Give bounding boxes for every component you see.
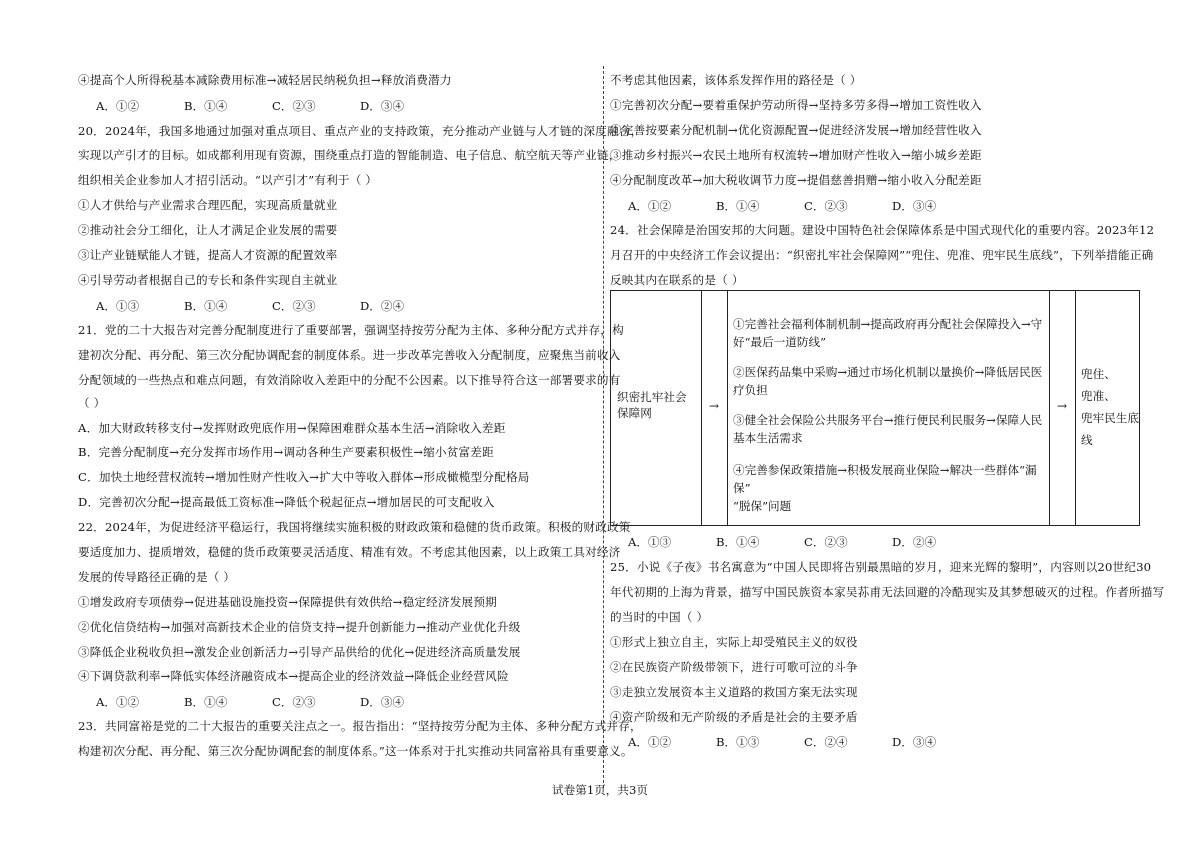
q21-stem-2: 建初次分配、再分配、第三次分配协调配套的制度体系。进一步改革完善收入分配制度，应聚焦当前收入 bbox=[78, 348, 621, 362]
q22-choices bbox=[96, 694, 448, 710]
q21-option-c: C．加快土地经营权流转→增加性财产性收入→扩大中等收入群体→形成橄榄型分配格局 bbox=[78, 470, 530, 484]
q25-option-4: ④资产阶级和无产阶级的矛盾是社会的主要矛盾 bbox=[610, 710, 858, 724]
choice-c: C．②③ bbox=[272, 299, 316, 313]
q20-option-3: ③让产业链赋能人才链，提高人才资源的配置效率 bbox=[78, 248, 338, 262]
flow-item-4: ④完善参保政策措施→积极发展商业保险→解决一些群体“漏保” “脱保”问题 bbox=[733, 463, 1037, 513]
q24-stem-3: 反映其内在联系的是（ ） bbox=[610, 273, 744, 287]
q25-choices bbox=[628, 734, 980, 750]
choice-b: B．①④ bbox=[184, 695, 228, 709]
choice-a: A．①② bbox=[96, 99, 140, 113]
flow-arrow-cell-2 bbox=[1049, 291, 1076, 525]
q20-option-1: ①人才供给与产业需求合理匹配，实现高质量就业 bbox=[78, 198, 338, 212]
q25-option-2: ②在民族资产阶级带领下，进行可歌可泣的斗争 bbox=[610, 660, 858, 674]
flow-items-cell bbox=[727, 291, 1050, 525]
q20-option-2: ②推动社会分工细化，让人才满足企业发展的需要 bbox=[78, 223, 338, 237]
q25-stem-1: 25．小说《子夜》书名寓意为“中国人民即将告别最黑暗的岁月，迎来光辉的黎明”，内容则以20世纪30 bbox=[610, 560, 1152, 574]
q20-option-4: ④引导劳动者根据自己的专长和条件实现自主就业 bbox=[78, 273, 338, 287]
choice-d: D．③④ bbox=[892, 735, 937, 749]
q21-option-d: D．完善初次分配→提高最低工资标准→降低个税起征点→增加居民的可支配收入 bbox=[78, 495, 495, 509]
q20-stem-2: 实现以产引才的目标。如成都利用现有资源，围绕重点打造的智能制造、电子信息、航空航天等产业链， bbox=[78, 148, 621, 162]
choice-c: C．②③ bbox=[272, 99, 316, 113]
q21-stem-4: （ ） bbox=[78, 396, 106, 410]
q21-option-b: B．完善分配制度→充分发挥市场作用→调动各种生产要素积极性→缩小贫富差距 bbox=[78, 445, 494, 459]
flow-left-cell bbox=[611, 291, 702, 525]
choice-a: A．①② bbox=[628, 735, 672, 749]
q21-stem-1: 21．党的二十大报告对完善分配制度进行了重要部署，强调坚持按劳分配为主体、多种分配方式并存，构 bbox=[78, 323, 624, 337]
q25-option-3: ③走独立发展资本主义道路的救国方案无法实现 bbox=[610, 685, 858, 699]
choice-c: C．②④ bbox=[804, 735, 848, 749]
q22-stem-2: 要适度加力、提质增效，稳健的货币政策要灵活适度、精准有效。不考虑其他因素，以上政策工具对经济 bbox=[78, 545, 621, 559]
q22-stem-3: 发展的传导路径正确的是（ ） bbox=[78, 570, 236, 584]
page-footer: 试卷第1页，共3页 bbox=[552, 783, 648, 797]
q23-option-4: ④分配制度改革→加大税收调节力度→提倡慈善捐赠→缩小收入分配差距 bbox=[610, 173, 982, 187]
q24-flow-table bbox=[610, 290, 1140, 526]
choice-d: D．③④ bbox=[892, 199, 937, 213]
q21-stem-3: 分配领域的一些热点和难点问题，有效消除收入差距中的分配不公因素。以下推导符合这一部署要求的有 bbox=[78, 373, 621, 387]
choice-b: B．①③ bbox=[716, 735, 760, 749]
flow-item-3: ③健全社会保险公共服务平台→推行便民利民服务→保障人民 基本生活需求 bbox=[733, 413, 1043, 445]
choice-b: B．①④ bbox=[716, 535, 760, 549]
q22-option-3: ③降低企业税收负担→激发企业创新活力→引导产品供给的优化→促进经济高质量发展 bbox=[78, 645, 521, 659]
q23-option-3: ③推动乡村振兴→农民土地所有权流转→增加财产性收入→缩小城乡差距 bbox=[610, 148, 982, 162]
choice-c: C．②③ bbox=[804, 535, 848, 549]
q23-option-1: ①完善初次分配→要着重保护劳动所得→坚持多劳多得→增加工资性收入 bbox=[610, 98, 982, 112]
flow-left-label: 织密扎牢社会保障网 bbox=[617, 390, 687, 420]
arrow-icon: → bbox=[708, 399, 720, 413]
choice-c: C．②③ bbox=[272, 695, 316, 709]
q22-option-4: ④下调贷款利率→降低实体经济融资成本→提高企业的经济效益→降低企业经营风险 bbox=[78, 669, 509, 683]
choice-a: A．①② bbox=[96, 695, 140, 709]
choice-d: D．③④ bbox=[360, 695, 405, 709]
q20-stem-1: 20．2024年，我国多地通过加强对重点项目、重点产业的支持政策，充分推动产业链与人才链的深度融合， bbox=[78, 124, 643, 138]
choice-a: A．①③ bbox=[96, 299, 140, 313]
q24-stem-1: 24．社会保障是治国安邦的大问题。建设中国特色社会保障体系是中国式现代化的重要内容。2023年12 bbox=[610, 223, 1155, 237]
flow-item-2: ②医保药品集中采购→通过市场化机制以量换价→降低居民医 疗负担 bbox=[733, 365, 1043, 397]
column-divider bbox=[603, 66, 604, 788]
choice-b: B．①④ bbox=[716, 199, 760, 213]
choice-c: C．②③ bbox=[804, 199, 848, 213]
q23-stem-1: 23．共同富裕是党的二十大报告的重要关注点之一。报告指出：“坚持按劳分配为主体、多种分配方式并存， bbox=[78, 719, 642, 733]
q23-option-2: ②完善按要素分配机制→优化资源配置→促进经济发展→增加经营性收入 bbox=[610, 123, 982, 137]
choice-d: D．②④ bbox=[360, 299, 405, 313]
arrow-icon: → bbox=[1056, 399, 1068, 413]
choice-a: A．①② bbox=[628, 199, 672, 213]
flow-item-1: ①完善社会福利体制机制→提高政府再分配社会保障投入→守 好“最后一道防线” bbox=[733, 317, 1043, 349]
q22-option-1: ①增发政府专项债券→促进基础设施投资→保障提供有效供给→稳定经济发展预期 bbox=[78, 595, 497, 609]
q25-option-1: ①形式上独立自主，实际上却受殖民主义的奴役 bbox=[610, 635, 858, 649]
choice-b: B．①④ bbox=[184, 299, 228, 313]
q22-stem-1: 22．2024年，为促进经济平稳运行，我国将继续实施积极的财政政策和稳健的货币政策。积极的财政政策 bbox=[78, 520, 631, 534]
q24-choices bbox=[628, 534, 980, 550]
q22-option-2: ②优化信贷结构→加强对高新技术企业的信贷支持→提升创新能力→推动产业优化升级 bbox=[78, 620, 521, 634]
flow-arrow-cell-1 bbox=[701, 291, 728, 525]
q21-option-a: A．加大财政转移支付→发挥财政兜底作用→保障困难群众基本生活→消除收入差距 bbox=[78, 421, 506, 435]
q23-choices bbox=[628, 198, 980, 214]
q23-stem-3: 不考虑其他因素，该体系发挥作用的路径是（ ） bbox=[610, 73, 862, 87]
flow-right-label: 兜住、 兜准、 兜牢民生底 线 bbox=[1081, 367, 1139, 447]
choice-d: D．③④ bbox=[360, 99, 405, 113]
q19-option-4: ④提高个人所得税基本减除费用标准→减轻居民纳税负担→释放消费潜力 bbox=[78, 73, 452, 87]
q20-choices bbox=[96, 298, 448, 314]
q25-stem-3: 的当时的中国（ ） bbox=[610, 610, 709, 624]
flow-right-cell bbox=[1075, 291, 1139, 525]
q20-stem-3: 组织相关企业参加人才招引活动。“以产引才”有利于（ ） bbox=[78, 173, 378, 187]
choice-d: D．②④ bbox=[892, 535, 937, 549]
q19-choices bbox=[96, 98, 448, 114]
q24-stem-2: 月召开的中央经济工作会议提出：“织密扎牢社会保障网”“兜住、兜准、兜牢民生底线”，下列举措能正确 bbox=[610, 248, 1154, 262]
choice-b: B．①④ bbox=[184, 99, 228, 113]
choice-a: A．①③ bbox=[628, 535, 672, 549]
q23-stem-2: 构建初次分配、再分配、第三次分配协调配套的制度体系。”这一体系对于扎实推动共同富裕具有重要意义。 bbox=[78, 744, 633, 758]
q25-stem-2: 年代初期的上海为背景，描写中国民族资本家吴荪甫无法回避的冷酷现实及其梦想破灭的过程。作者所描写 bbox=[610, 585, 1165, 599]
